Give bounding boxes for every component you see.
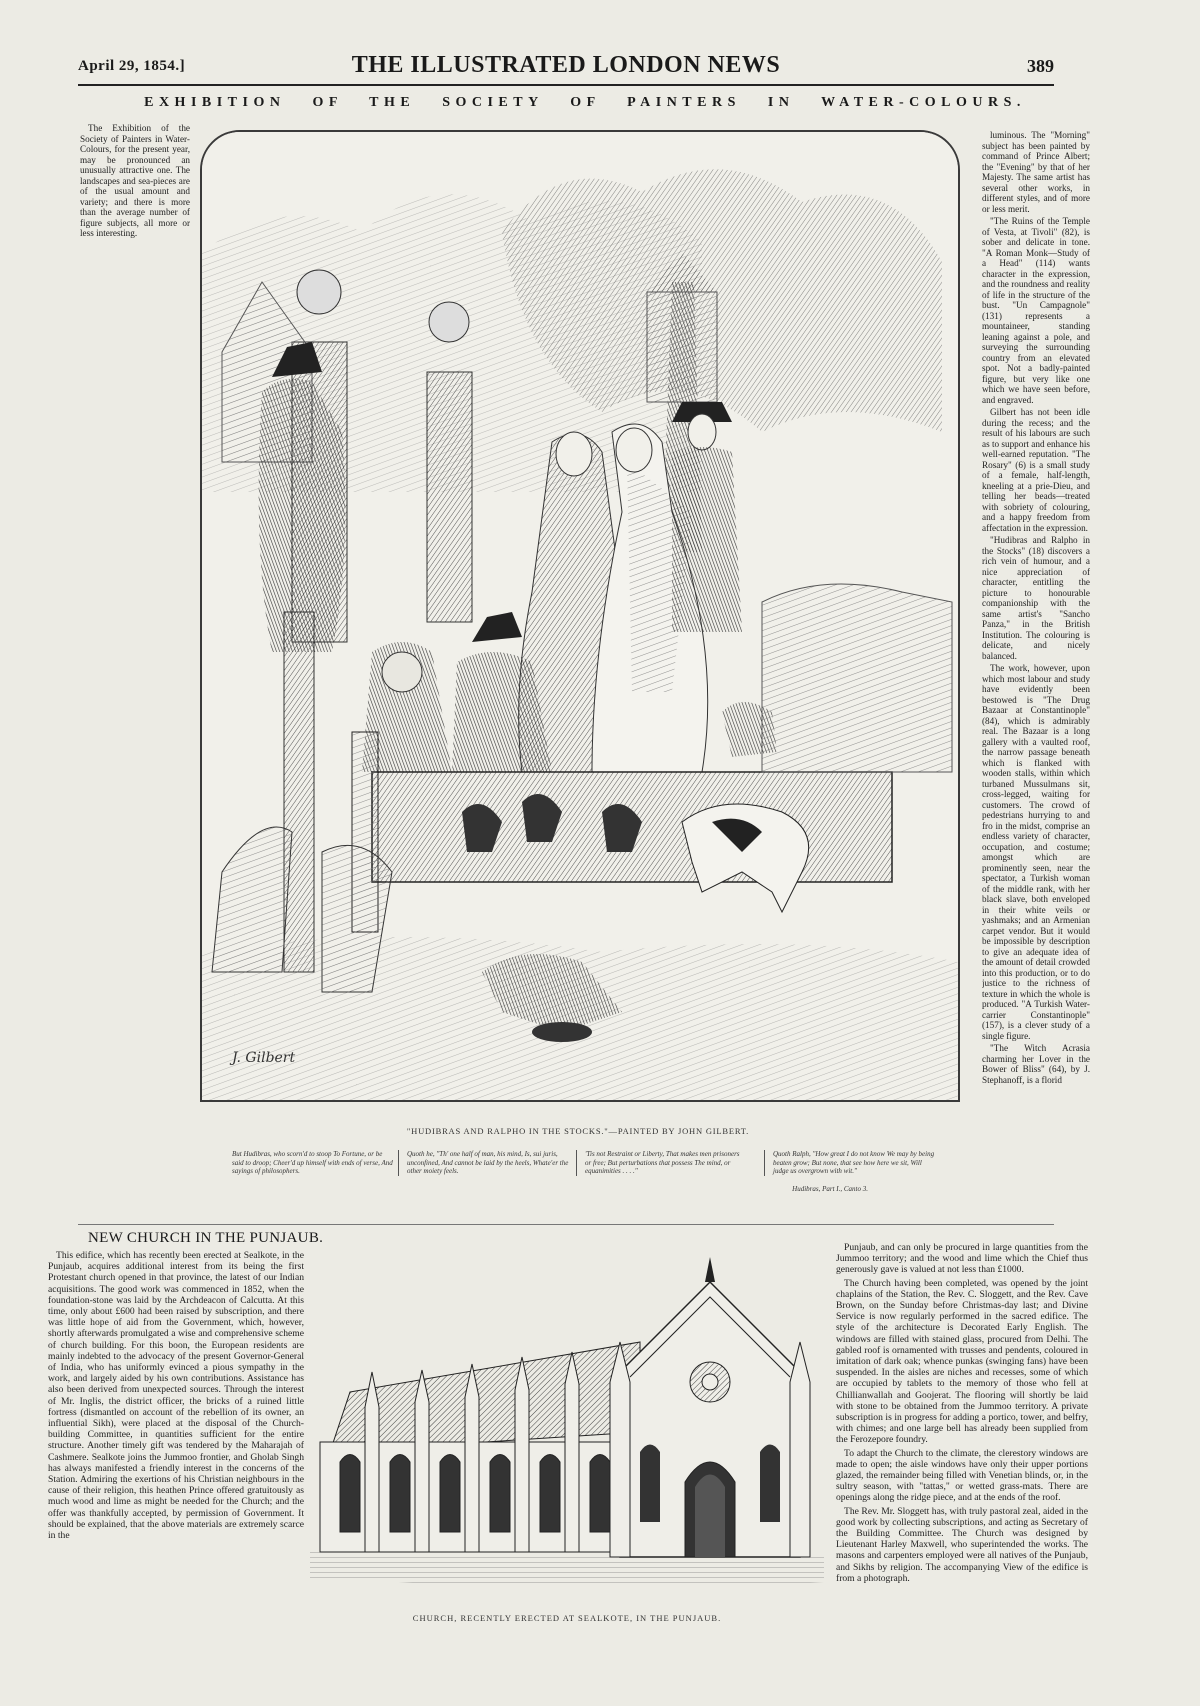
page-header [78, 52, 1054, 82]
article-paragraph: The Exhibition of the Society of Painters in Water-Colours, for the present year, may be pronounced an unusually attractive one. The landscapes and sea-pieces are of the usual amount and variety; and there is more than the average number of figure subjects, all more or less interesting. [80, 123, 190, 238]
svg-text:J. Gilbert: J. Gilbert [232, 1050, 296, 1066]
header-rule [78, 84, 1054, 86]
verse-stanza: 'Tis not Restraint or Liberty, That makes men prisoners or free; But perturbations that possess The mind, or equanimities . . . ." [576, 1150, 747, 1176]
article-paragraph: "The Ruins of the Temple of Vesta, at Tivoli" (82), is sober and delicate in tone. "A Roman Monk—Study of a Head" (114) wants character in the expression, and the roundness and reality of life in the structure of the bust. "Un Campagnole" (131) represents a mountaineer, standing leaning against a pole, and surveying the surrounding country from an elevated spot. Not a badly-painted figure, but very like one which we have seen before, and engraved. [982, 216, 1090, 405]
church-engraving [310, 1252, 824, 1612]
church-caption: CHURCH, RECENTLY ERECTED AT SEALKOTE, IN THE PUNJAUB. [412, 1613, 722, 1623]
exhibition-heading: EXHIBITION OF THE SOCIETY OF PAINTERS IN WATER-COLOURS. [144, 95, 1026, 110]
engraving-caption: "HUDIBRAS AND RALPHO IN THE STOCKS."—PAINTED BY JOHN GILBERT. [406, 1126, 750, 1136]
verse-stanza: Quoth Ralph, "How great I do not know We may by being beaten grow; But none, that see how here we sit, Will judge us overgrown with wit." [764, 1150, 935, 1176]
article-paragraph: "Hudibras and Ralpho in the Stocks" (18) discovers a rich vein of humour, and a nice appreciation of character, entitling the picture to honourable companionship with the same artist's "Sancho Panza," in the British Institution. The colouring is delicate, and nicely balanced. [982, 535, 1090, 661]
issue-date: April 29, 1854.] [78, 58, 186, 74]
article-paragraph: Gilbert has not been idle during the recess; and the result of his labours are such as to support and enhance his well-earned reputation. "The Rosary" (6) is a small study of a female, half-length, kneeling at a prie-Dieu, and telling her beads—treated with sobriety of colouring, and a happy freedom from affectation in the expression. [982, 407, 1090, 533]
article-paragraph: This edifice, which has recently been erected at Sealkote, in the Punjaub, acquires additional interest from its being the first Protestant church opened in that province, the latest of our Indian acquisitions. The good work was commenced in 1852, when the foundation-stone was laid by the Archdeacon of Calcutta. At this time, only about £600 had been raised by subscription, and there was little hope of aid from the Government, which, however, shortly afterwards promulgated a wise and comprehensive scheme of church building. For this boon, the European residents are mainly indebted to the advocacy of the present Governor-General of India, who has uniformly evinced a pious sympathy in the work, and largely aided by his own contributions. Assistance has also been derived from unexpected sources. Through the interest of Mr. Inglis, the district officer, the bricks of a ruined little fortress (dismantled on account of the rebellion of its owner, an influential Sikh), were placed at the disposal of the Church-building Committee, in quantities sufficient for the entire structure. Another timely gift was tendered by the Maharajah of Cashmere. Sealkote joins the Jummoo frontier, and Gholab Singh has always manifested a friendly interest in the concerns of the Station. Admiring the exertions of his Christian neighbours in the cause of their religion, this heathen Prince offered gratuitously as much wood and lime as might be needed for the Church; and the offer was thankfully accepted, by permission of Government. It should be explained, that the above materials are extremely scarce in the [48, 1250, 304, 1542]
hudibras-engraving [200, 130, 960, 1102]
church-right-column [836, 1242, 1088, 1602]
page-number: 389 [1027, 56, 1054, 76]
article-paragraph: To adapt the Church to the climate, the clerestory windows are made to open; the aisle windows have only their upper portions glazed, the remainder being filled with Venetian blinds, or, in the sultry season, with "tattas," or wetted grass-mats. There are openings along the ridge piece, and at the ends of the roof. [836, 1447, 1088, 1504]
article-paragraph: "The Witch Acrasia charming her Lover in the Bower of Bliss" (64), by J. Stephanoff, is a florid [982, 1043, 1090, 1085]
article-paragraph: Punjaub, and can only be procured in large quantities from the Jummoo territory; and the wood and lime which the Chief thus generously gave is valued at not less than £1000. [836, 1242, 1088, 1276]
article-paragraph: The work, however, upon which most labour and study have evidently been bestowed is "The Drug Bazaar at Constantinople" (84), which is admirably real. The Bazaar is a long gallery with a vaulted roof, the narrow passage beneath which is flanked with wooden stalls, within which turbaned Mussulmans sit, cross-legged, waiting for customers. The crowd of pedestrians hurrying to and fro in the midst, comprise an endless variety of character, occupation, and costume; amongst which are prominently seen, near the spectator, a Turkish woman of the middle rank, with her black slave, both enveloped in their white veils or yashmaks; and an Armenian carpet vendor. But it would be impossible by description to give an adequate idea of the amount of detail crowded into this production, or to do justice to the richness of texture in which the whole is produced. "A Turkish Water-carrier Constantinople" (157), is a clever study of a single figure. [982, 663, 1090, 1041]
verse-stanza: But Hudibras, who scorn'd to stoop To Fortune, or be said to droop; Cheer'd up himself with ends of verse, And sayings of philosophers. [232, 1150, 393, 1175]
newspaper-title: THE ILLUSTRATED LONDON NEWS [351, 52, 781, 78]
section-divider [78, 1224, 1054, 1225]
article-paragraph: The Church having been completed, was opened by the joint chaplains of the Station, the Rev. C. Sloggett, and the Rev. Cave Brown, on the Sunday before Christmas-day last; and Divine Service is now regularly performed in the sacred edifice. The style of the architecture is Decorated Early English. The windows are filled with stained glass, procured from Delhi. The gabled roof is ornamented with trusses and pendents, coloured in imitation of dark oak; whence punkas (swinging fans) have been suspended. In the aisles are niches and recesses, some of which are occupied by tablets to the memory of those who fell at Chillianwallah and Goojerat. The flooring will shortly be laid with stone to be obtained from the Jummoo territory. A private subscription is in progress for adding a portico, tower, and belfry, with chimes; and one large bell has already been supplied from the Ferozepore foundry. [836, 1277, 1088, 1446]
article-paragraph: The Rev. Mr. Sloggett has, with truly pastoral zeal, aided in the good work by collecting subscriptions, and acting as Secretary of the Building Committee. The Church was designed by Lieutenant Harley Maxwell, who superintended the works. The masons and carpenters employed were all natives of the Punjaub, and Sikhs by religion. The accompanying View of the edifice is from a photograph. [836, 1505, 1088, 1584]
verse-attribution: Hudibras, Part I., Canto 3. [792, 1185, 868, 1193]
church-left-column [48, 1250, 304, 1600]
church-heading: NEW CHURCH IN THE PUNJAUB. [88, 1230, 324, 1246]
exhibition-left-column [80, 123, 190, 1193]
verse-stanza: Quoth he, "Th' one half of man, his mind, Is, sui juris, unconfined, And cannot be laid by the heels, Whate'er the other moiety feels. [398, 1150, 569, 1176]
exhibition-right-column [982, 130, 1090, 1210]
article-paragraph: luminous. The "Morning" subject has been painted by command of Prince Albert; the "Evening" by that of her Majesty. The same artist has several other works, in different styles, and of more or less merit. [982, 130, 1090, 214]
